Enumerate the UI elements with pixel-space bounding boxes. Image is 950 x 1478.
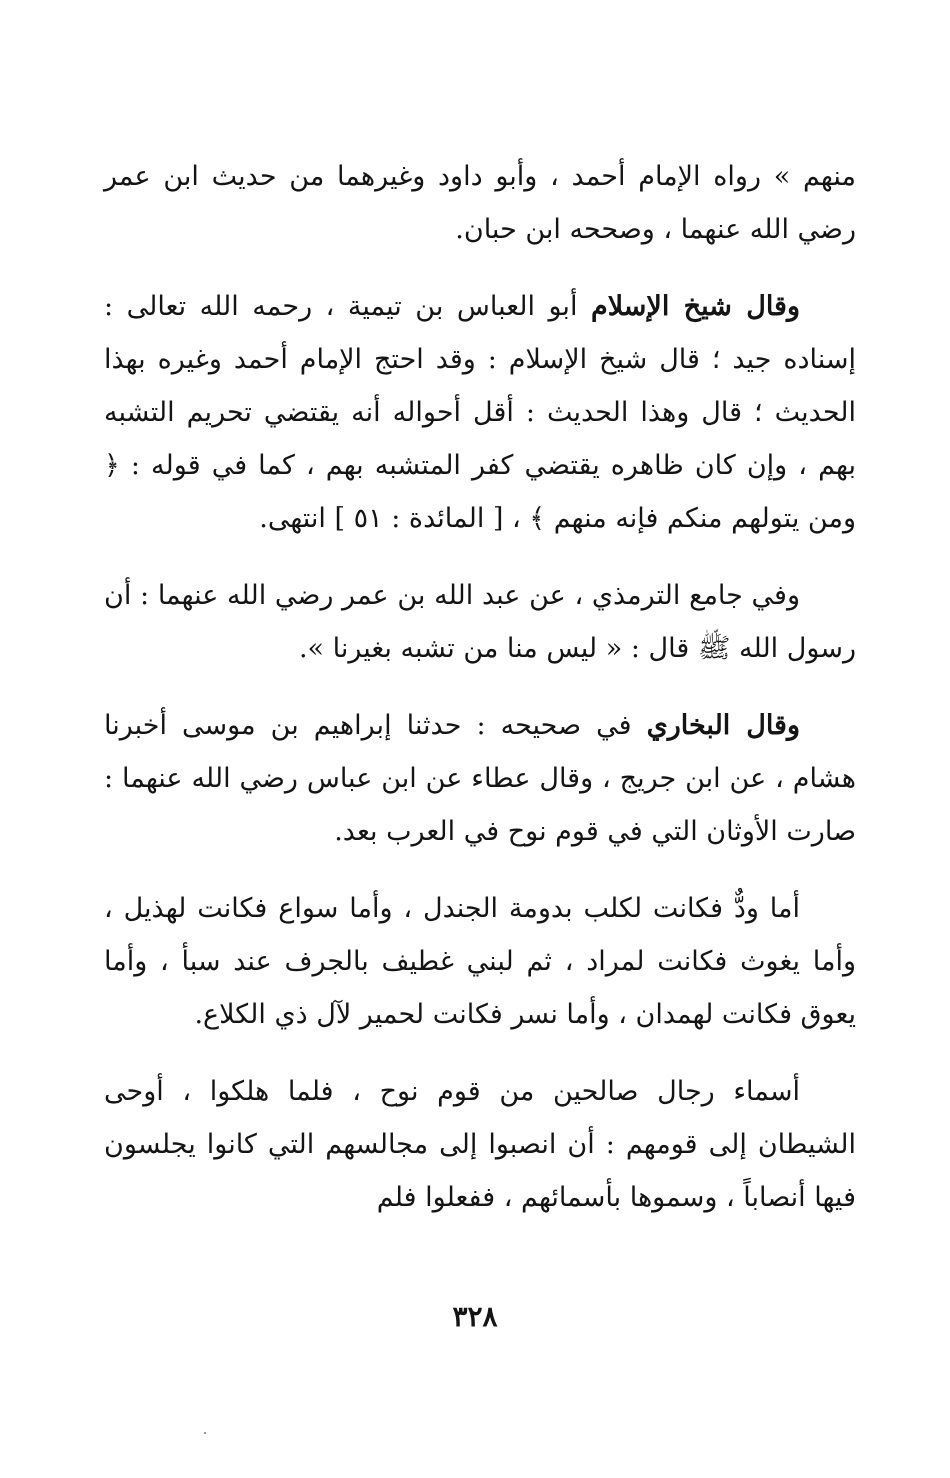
page-number: ٣٢٨: [452, 1300, 498, 1333]
paragraph-5-text: أما ودٌّ فكانت لكلب بدومة الجندل ، وأما سواع فكانت لهذيل ، وأما يغوث فكانت لمراد ، ثم لبني غطيف بالجرف عند سبأ ، وأما يعوق فكانت لهمدان ، وأما نسر فكانت لحمير لآل ذي الكلاع.: [104, 893, 856, 1030]
page-body: [104, 150, 856, 1248]
paragraph-6: [104, 1065, 856, 1224]
scan-speck: [204, 1432, 206, 1434]
paragraph-4: [104, 699, 856, 858]
paragraph-4-lead: وقال البخاري: [646, 710, 800, 741]
paragraph-6-text: أسماء رجال صالحين من قوم نوح ، فلما هلكوا ، أوحى الشيطان إلى قومهم : أن انصبوا إلى مجالسهم التي كانوا يجلسون فيها أنصاباً ، وسموها بأسمائهم ، ففعلوا فلم: [104, 1076, 856, 1213]
paragraph-1-text: منهم » رواه الإمام أحمد ، وأبو داود وغيرهما من حديث ابن عمر رضي الله عنهما ، وصححه ابن حبان.: [104, 161, 856, 245]
paragraph-5: [104, 882, 856, 1041]
paragraph-3: [104, 569, 856, 675]
paragraph-2-lead: وقال شيخ الإسلام: [590, 291, 801, 322]
paragraph-4-text: في صحيحه : حدثنا إبراهيم بن موسى أخبرنا هشام ، عن ابن جريج ، وقال عطاء عن ابن عباس رضي الله عنهما : صارت الأوثان التي في قوم نوح في العرب بعد.: [104, 710, 856, 847]
paragraph-3-text: وفي جامع الترمذي ، عن عبد الله بن عمر رضي الله عنهما : أن رسول الله ﷺ قال : « ليس منا من تشبه بغيرنا ».: [104, 580, 856, 664]
paragraph-2: [104, 280, 856, 545]
paragraph-2-text: أبو العباس بن تيمية ، رحمه الله تعالى : إسناده جيد ؛ قال شيخ الإسلام : وقد احتج الإمام أحمد وغيره بهذا الحديث ؛ قال وهذا الحديث : أقل أحواله أنه يقتضي تحريم التشبه بهم ، وإن كان ظاهره يقتضي كفر المتشبه بهم ، كما في قوله : ﴿ ومن يتولهم منكم فإنه منهم ﴾ ، [ المائدة : ٥١ ] انتهى.: [104, 291, 856, 534]
paragraph-1: [104, 150, 856, 256]
